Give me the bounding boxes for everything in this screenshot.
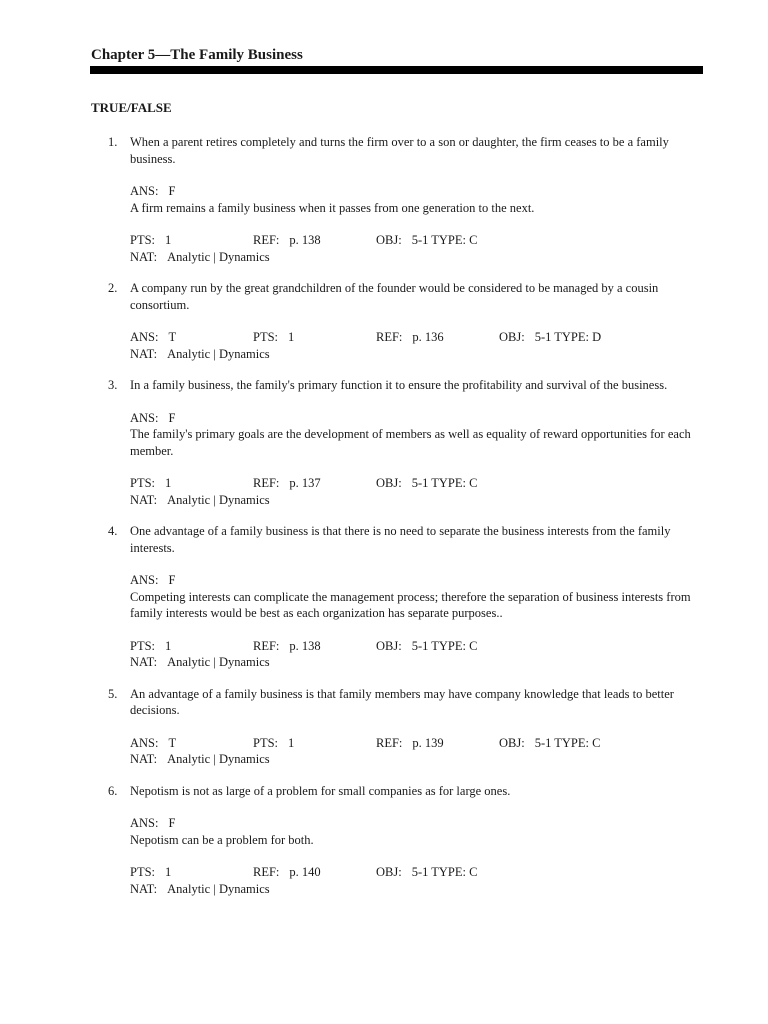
nat-line xyxy=(130,492,698,509)
question-number: 4. xyxy=(108,524,118,538)
nat-line xyxy=(130,654,698,671)
obj-value: 5-1 TYPE: C xyxy=(411,865,478,879)
obj-label: OBJ: xyxy=(376,476,402,490)
ref-value: p. 138 xyxy=(289,638,321,653)
ref-label: REF: xyxy=(376,330,403,344)
pts-label: PTS: xyxy=(130,233,156,247)
answer-block xyxy=(130,815,698,848)
meta-line xyxy=(130,638,698,655)
meta-line xyxy=(130,232,698,249)
meta-block xyxy=(130,864,698,897)
ans-cell xyxy=(130,735,176,752)
obj-cell xyxy=(376,232,477,249)
nat-value: Analytic | Dynamics xyxy=(167,492,270,507)
ref-label: REF: xyxy=(253,638,280,653)
title-rule xyxy=(90,66,703,74)
ref-cell xyxy=(253,232,321,249)
nat-label: NAT: xyxy=(130,346,158,361)
question-body xyxy=(130,523,698,671)
obj-label: OBJ: xyxy=(499,330,525,344)
ans-cell xyxy=(130,329,176,346)
nat-line xyxy=(130,346,698,363)
answer-block xyxy=(130,410,698,460)
obj-label: OBJ: xyxy=(376,638,402,653)
meta-line xyxy=(130,475,698,492)
meta-line xyxy=(130,329,698,346)
obj-cell xyxy=(376,475,477,492)
ans-value: F xyxy=(168,184,176,198)
nat-line xyxy=(130,249,698,266)
nat-label: NAT: xyxy=(130,881,158,896)
answer-explanation: The family's primary goals are the development of members as well as equality of reward opportunities for each member. xyxy=(130,427,691,458)
obj-label: OBJ: xyxy=(499,735,525,750)
nat-label: NAT: xyxy=(130,249,158,264)
question-number: 1. xyxy=(108,135,118,149)
ref-label: REF: xyxy=(253,233,280,247)
ans-value: T xyxy=(168,735,177,750)
pts-cell xyxy=(130,638,171,655)
obj-cell xyxy=(499,329,601,346)
meta-block xyxy=(130,735,698,768)
ref-cell xyxy=(376,735,444,752)
answer-explanation: Nepotism can be a problem for both. xyxy=(130,832,314,847)
ref-label: REF: xyxy=(253,476,280,490)
obj-cell xyxy=(376,864,477,881)
obj-label: OBJ: xyxy=(376,233,402,247)
question-body xyxy=(130,686,698,768)
meta-block xyxy=(130,638,698,671)
ans-value: F xyxy=(168,816,176,830)
ref-value: p. 138 xyxy=(289,233,321,247)
ref-value: p. 136 xyxy=(412,330,444,344)
answer-block xyxy=(130,572,698,622)
ans-label: ANS: xyxy=(130,184,159,198)
question-2 xyxy=(0,280,768,362)
obj-value: 5-1 TYPE: C xyxy=(411,638,478,653)
question-stem: An advantage of a family business is that family members may have company knowledge that leads to better decisions. xyxy=(130,686,674,717)
pts-value: 1 xyxy=(165,638,172,653)
ref-cell xyxy=(376,329,444,346)
question-stem: One advantage of a family business is that there is no need to separate the business interests from the family interests. xyxy=(130,524,671,555)
obj-value: 5-1 TYPE: C xyxy=(411,233,478,247)
pts-cell xyxy=(253,735,294,752)
nat-line xyxy=(130,881,698,898)
ref-cell xyxy=(253,638,321,655)
nat-line xyxy=(130,751,698,768)
pts-label: PTS: xyxy=(130,476,156,490)
obj-cell xyxy=(499,735,600,752)
ref-cell xyxy=(253,475,321,492)
pts-label: PTS: xyxy=(253,330,279,344)
answer-line xyxy=(130,183,698,200)
ans-label: ANS: xyxy=(130,573,159,587)
section-heading: TRUE/FALSE xyxy=(91,100,172,115)
question-number: 5. xyxy=(108,686,118,701)
ans-label: ANS: xyxy=(130,816,159,830)
question-stem: When a parent retires completely and turns the firm over to a son or daughter, the firm ceases to be a family business. xyxy=(130,135,669,166)
meta-block xyxy=(130,475,698,508)
question-body xyxy=(130,134,698,265)
question-stem: In a family business, the family's primary function it to ensure the profitability and survival of the business. xyxy=(130,378,668,392)
nat-value: Analytic | Dynamics xyxy=(167,655,270,669)
ans-value: F xyxy=(168,573,176,587)
pts-cell xyxy=(130,475,171,492)
chapter-title: Chapter 5—The Family Business xyxy=(91,47,303,63)
pts-label: PTS: xyxy=(253,735,279,750)
question-list xyxy=(0,134,768,912)
ref-label: REF: xyxy=(376,735,403,750)
ans-label: ANS: xyxy=(130,735,159,750)
ref-value: p. 139 xyxy=(412,735,444,750)
question-3 xyxy=(0,377,768,508)
nat-label: NAT: xyxy=(130,655,158,669)
answer-line xyxy=(130,572,698,589)
ref-cell xyxy=(253,864,321,881)
ans-value: F xyxy=(168,410,176,425)
pts-label: PTS: xyxy=(130,638,156,653)
answer-explanation: Competing interests can complicate the management process; therefore the separation of business interests from family interests would be best as each organization has separate purposes.. xyxy=(130,589,691,620)
question-4 xyxy=(0,523,768,671)
pts-value: 1 xyxy=(165,865,172,879)
question-number: 6. xyxy=(108,783,118,798)
obj-value: 5-1 TYPE: C xyxy=(534,735,601,750)
pts-cell xyxy=(130,232,171,249)
obj-value: 5-1 TYPE: C xyxy=(411,476,478,490)
ref-value: p. 140 xyxy=(289,865,321,879)
pts-value: 1 xyxy=(165,476,172,490)
pts-value: 1 xyxy=(165,233,172,247)
pts-value: 1 xyxy=(288,735,295,750)
pts-cell xyxy=(130,864,171,881)
ans-label: ANS: xyxy=(130,410,159,425)
ans-label: ANS: xyxy=(130,330,159,344)
pts-label: PTS: xyxy=(130,865,156,879)
question-5 xyxy=(0,686,768,768)
answer-line xyxy=(130,815,698,832)
ref-value: p. 137 xyxy=(289,476,321,490)
pts-value: 1 xyxy=(288,330,295,344)
ans-value: T xyxy=(168,330,177,344)
question-6 xyxy=(0,783,768,898)
ref-label: REF: xyxy=(253,865,280,879)
question-number: 3. xyxy=(108,378,118,392)
question-number: 2. xyxy=(108,281,118,295)
nat-value: Analytic | Dynamics xyxy=(167,346,270,361)
answer-line xyxy=(130,410,698,427)
question-1 xyxy=(0,134,768,265)
nat-value: Analytic | Dynamics xyxy=(167,752,270,766)
answer-explanation: A firm remains a family business when it passes from one generation to the next. xyxy=(130,200,535,215)
question-stem: Nepotism is not as large of a problem for small companies as for large ones. xyxy=(130,783,511,798)
answer-block xyxy=(130,183,698,216)
meta-line xyxy=(130,735,698,752)
nat-label: NAT: xyxy=(130,492,158,507)
obj-label: OBJ: xyxy=(376,865,402,879)
nat-value: Analytic | Dynamics xyxy=(167,249,270,264)
obj-value: 5-1 TYPE: D xyxy=(534,330,602,344)
meta-line xyxy=(130,864,698,881)
question-body xyxy=(130,783,698,898)
question-stem: A company run by the great grandchildren of the founder would be considered to be managed by a cousin consortium. xyxy=(130,281,659,312)
obj-cell xyxy=(376,638,477,655)
pts-cell xyxy=(253,329,294,346)
meta-block xyxy=(130,329,698,362)
nat-label: NAT: xyxy=(130,752,158,766)
question-body xyxy=(130,377,698,508)
meta-block xyxy=(130,232,698,265)
question-body xyxy=(130,280,698,362)
nat-value: Analytic | Dynamics xyxy=(167,881,270,896)
